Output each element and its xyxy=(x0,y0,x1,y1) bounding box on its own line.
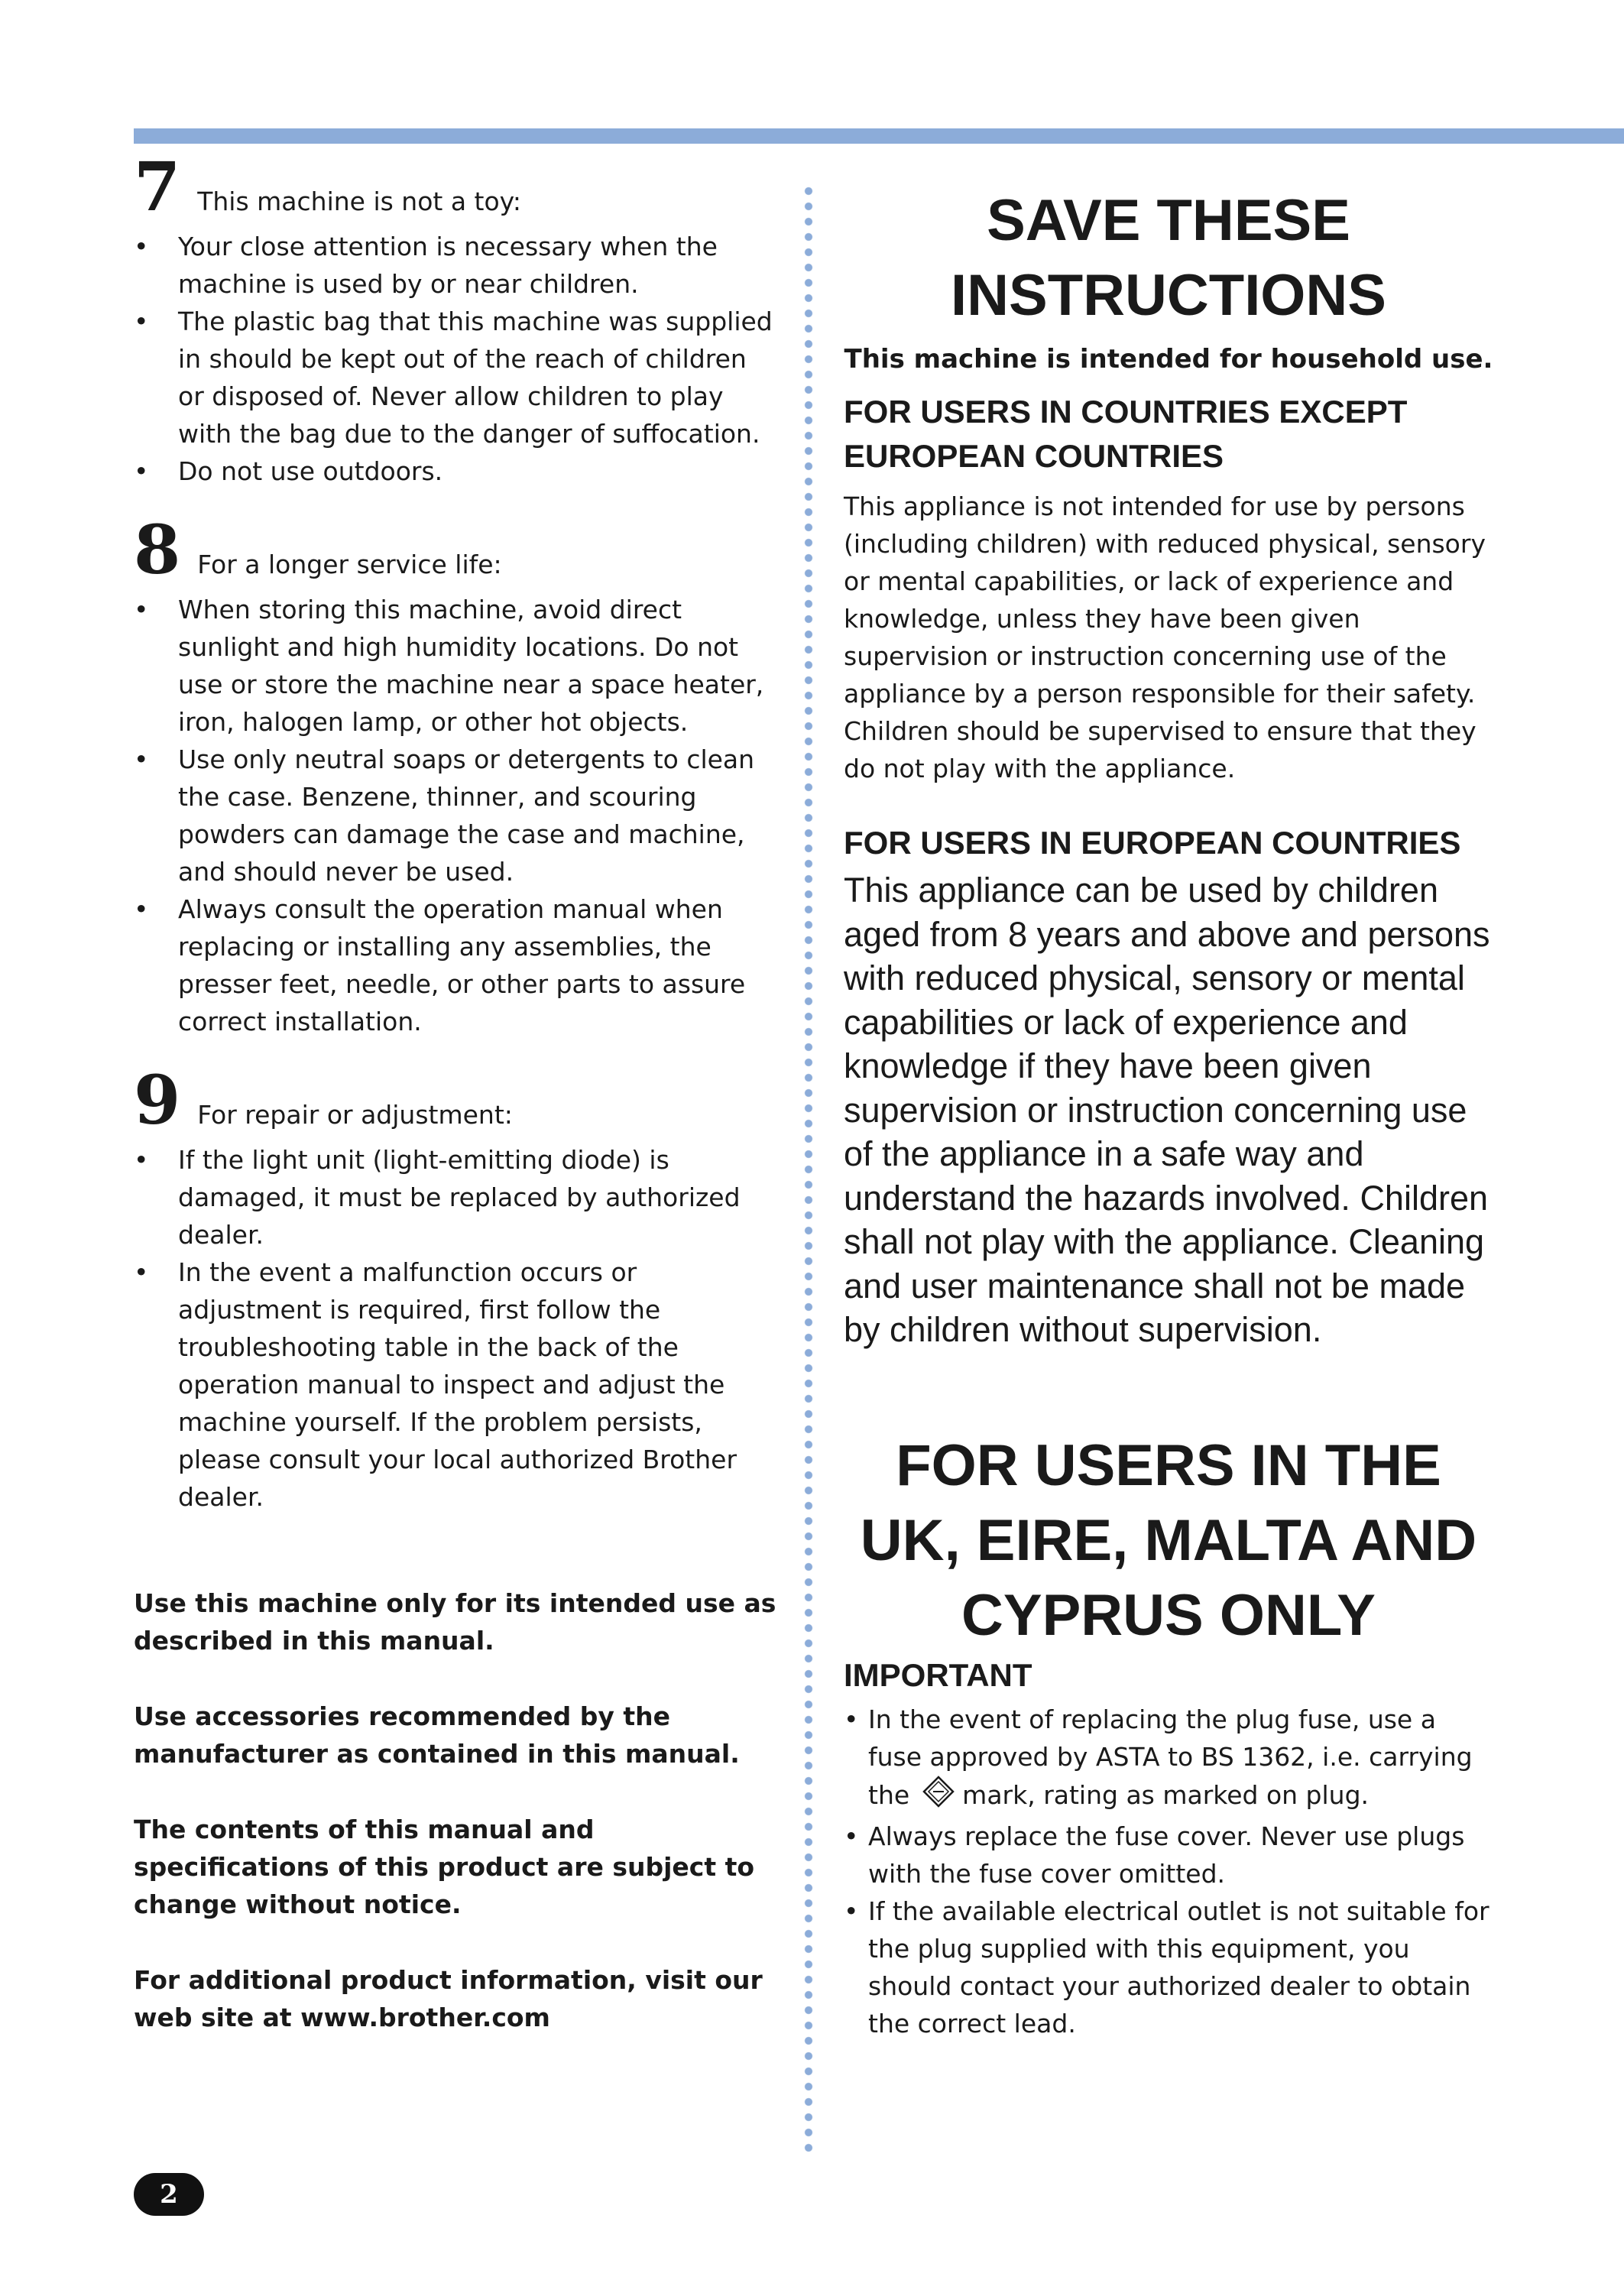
except-european-heading: FOR USERS IN COUNTRIES EXCEPT EUROPEAN COUNTRIES xyxy=(844,394,1408,474)
section-number: 7 xyxy=(134,147,180,226)
intended-use-note: Use this machine only for its intended use as described in this manual. xyxy=(134,1588,776,1656)
household-use-note: This machine is intended for household use. xyxy=(844,344,1493,375)
list-item: • The plastic bag that this machine was supplied in should be kept out of the reach of children or disposed of. Never allow children to play with the bag due to the danger of suffocation. xyxy=(134,303,780,452)
accessories-note: Use accessories recommended by the manufacturer as contained in this manual. xyxy=(134,1701,740,1769)
fuse-text-tail: mark, rating as marked on plug. xyxy=(962,1779,1370,1810)
list-item: • Use only neutral soaps or detergents to clean the case. Benzene, thinner, and scouring powders can damage the case and machine, and should never be used. xyxy=(134,741,780,890)
page-number: 2 xyxy=(134,2173,204,2216)
section-title: For a longer service life: xyxy=(197,550,502,579)
dotted-column-divider xyxy=(803,183,814,2155)
list-item: • If the available electrical outlet is not suitable for the plug supplied with this equipment, you should contact your authorized dealer to obtain the correct lead. xyxy=(844,1892,1493,2042)
section-9-list xyxy=(134,1141,780,1516)
list-item: • If the light unit (light-emitting diode) is damaged, it must be replaced by authorized dealer. xyxy=(134,1141,780,1254)
important-heading: IMPORTANT xyxy=(844,1656,1032,1693)
except-european-text: This appliance is not intended for use by persons (including children) with reduced physical, sensory or mental capabilities, or lack of experience and knowledge, unless they have been given supervision or instruction concerning use of the appliance by a person responsible for their safety. Children should be supervised to ensure that they do not play with the appliance. xyxy=(844,491,1486,783)
list-item xyxy=(844,1701,1493,1818)
website-note: For additional product information, visit our web site at www.brother.com xyxy=(134,1965,763,2032)
section-7-header xyxy=(134,147,780,226)
section-9-header xyxy=(134,1060,780,1140)
change-notice-note: The contents of this manual and specifications of this product are subject to change without notice. xyxy=(134,1815,755,1919)
important-list xyxy=(844,1701,1493,2042)
list-item: • Your close attention is necessary when the machine is used by or near children. xyxy=(134,228,780,303)
list-item: • Always consult the operation manual when replacing or installing any assemblies, the presser feet, needle, or other parts to assure correct installation. xyxy=(134,890,780,1040)
list-item: • Always replace the fuse cover. Never use plugs with the fuse cover omitted. xyxy=(844,1818,1493,1892)
asta-mark-icon xyxy=(922,1776,955,1818)
right-column xyxy=(844,183,1493,2042)
fuse-text: In the event of replacing the plug fuse, use a fuse approved by ASTA to BS 1362, i.e. carrying the xyxy=(868,1704,1473,1810)
section-title: For repair or adjustment: xyxy=(197,1100,513,1130)
european-text: This appliance can be used by children aged from 8 years and above and persons with reduced physical, sensory or mental capabilities or lack of experience and knowledge if they have been given supervision or instruction concerning use of the appliance in a safe way and understand the hazards involved. Children shall not play with the appliance. Cleaning and user maintenance shall not be made by children without supervision. xyxy=(844,871,1490,1349)
european-heading: FOR USERS IN EUROPEAN COUNTRIES xyxy=(844,825,1461,861)
save-instructions-title: SAVE THESE INSTRUCTIONS xyxy=(951,188,1386,328)
section-title: This machine is not a toy: xyxy=(197,186,521,216)
uk-users-title: FOR USERS IN THE UK, EIRE, MALTA AND CYPRUS ONLY xyxy=(860,1432,1477,1648)
section-number: 9 xyxy=(134,1060,180,1140)
list-item: • Do not use outdoors. xyxy=(134,452,780,490)
section-7-list xyxy=(134,228,780,490)
list-item: • When storing this machine, avoid direct sunlight and high humidity locations. Do not use or store the machine near a space heater, iron, halogen lamp, or other hot objects. xyxy=(134,591,780,741)
header-accent-bar xyxy=(134,128,1624,144)
left-column xyxy=(134,147,780,2074)
section-8-list xyxy=(134,591,780,1040)
section-number: 8 xyxy=(134,510,180,589)
section-8-header xyxy=(134,510,780,589)
list-item: • In the event a malfunction occurs or adjustment is required, first follow the troubleshooting table in the back of the operation manual to inspect and adjust the machine yourself. If the problem persists, please consult your local authorized Brother dealer. xyxy=(134,1254,780,1516)
